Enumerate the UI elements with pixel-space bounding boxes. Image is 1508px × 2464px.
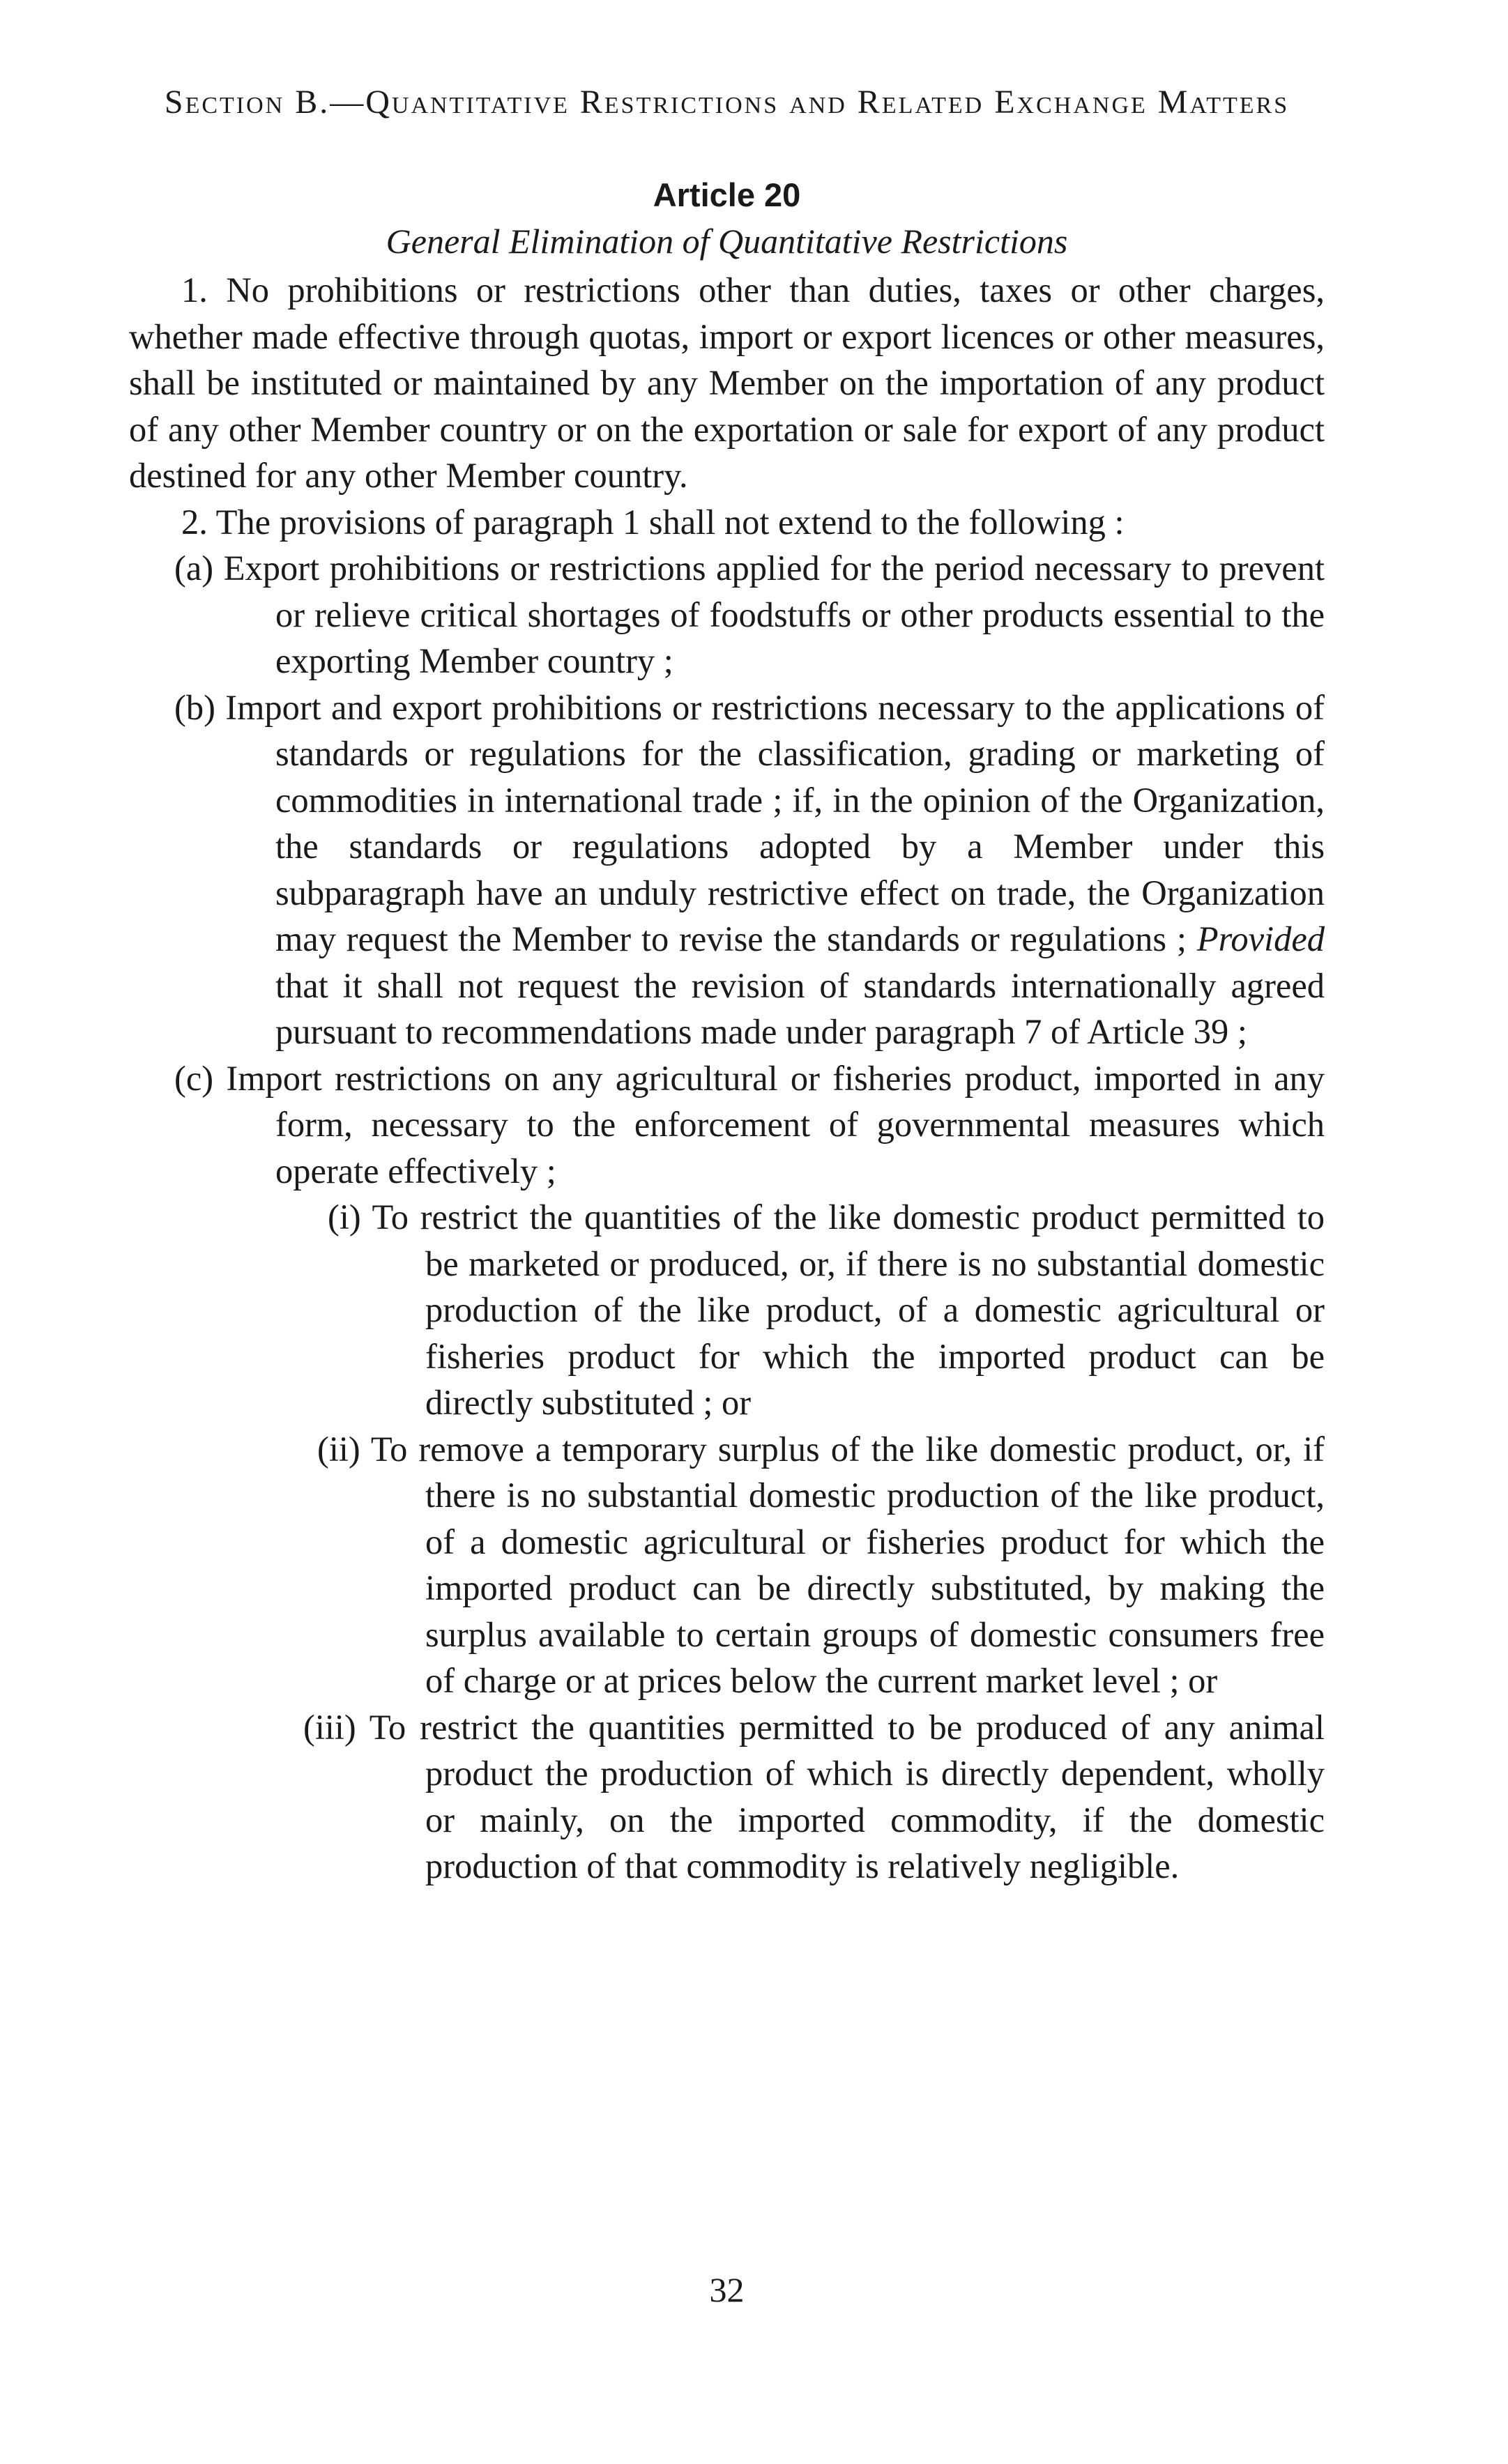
- clause-i-label: (i): [328, 1197, 361, 1237]
- subparagraph-a: [129, 545, 1325, 684]
- subparagraph-a-text: Export prohibitions or restrictions applied for the period necessary to prevent or relieve critical shortages of foodstuffs or other products essential to the exporting Member country ;: [223, 549, 1325, 680]
- subparagraph-c-label: (c): [174, 1058, 214, 1098]
- clause-ii-label: (ii): [317, 1429, 360, 1469]
- subparagraph-b: [129, 684, 1325, 1055]
- clause-i-text: To restrict the quantities of the like domestic product permitted to be marketed or produced, or, if there is no substantial domestic production of the like product, of a domestic agricultural or fisheries product for which the imported product can be directly substituted ; or: [372, 1197, 1325, 1422]
- article-body: [129, 267, 1325, 1890]
- clause-iii-text: To restrict the quantities permitted to be produced of any animal product the production of which is directly dependent, wholly or mainly, on the imported commodity, if the domestic production of that commodity is relatively negligible.: [369, 1707, 1325, 1885]
- subparagraph-b-label: (b): [174, 687, 215, 727]
- clause-ii-text: To remove a temporary surplus of the like domestic product, or, if there is no substantial domestic production of the like product, of a domestic agricultural or fisheries product for which the imported product can be directly substituted, by making the surplus available to certain groups of domestic consumers free of charge or at prices below the current market level ; or: [370, 1429, 1325, 1700]
- subparagraph-b-text: Import and export prohibitions or restrictions necessary to the applications of standards or regulations for the classification, grading or marketing of commodities in international trade ; if, in the opinion of the Organization, the standards or regulations adopted by a Member under this subparagraph have an unduly restrictive effect on trade, the Organization may request the Member to revise the standards or regulations ;: [225, 687, 1325, 958]
- paragraph-1: 1. No prohibitions or restrictions other than duties, taxes or other charges, whether made effective through quotas, import or export licences or other measures, shall be instituted or maintained by any Member on the importation of any product of any other Member country or on the exportation or sale for export of any product destined for any other Member country.: [129, 270, 1325, 495]
- article-number: Article 20: [653, 176, 801, 213]
- clause-iii-label: (iii): [303, 1707, 356, 1747]
- page-number: 32: [709, 2270, 745, 2309]
- article-title: General Elimination of Quantitative Restrictions: [386, 222, 1068, 261]
- subparagraph-a-label: (a): [174, 549, 214, 588]
- subparagraph-c: [129, 1055, 1325, 1195]
- proviso-word: Provided: [1196, 919, 1325, 958]
- clause-iii: [129, 1704, 1325, 1890]
- proviso-text: that it shall not request the revision of standards internationally agreed pursuant to recommendations made under paragraph 7 of Article 39 ;: [275, 965, 1325, 1051]
- section-heading: Section B.—Quantitative Restrictions and Related Exchange Matters: [164, 84, 1290, 121]
- subparagraph-c-text: Import restrictions on any agricultural or fisheries product, imported in any form, necessary to the enforcement of governmental measures which operate effectively ;: [226, 1058, 1325, 1191]
- clause-ii: [129, 1426, 1325, 1704]
- clause-i: [129, 1194, 1325, 1426]
- paragraph-2: 2. The provisions of paragraph 1 shall not extend to the following :: [181, 502, 1125, 542]
